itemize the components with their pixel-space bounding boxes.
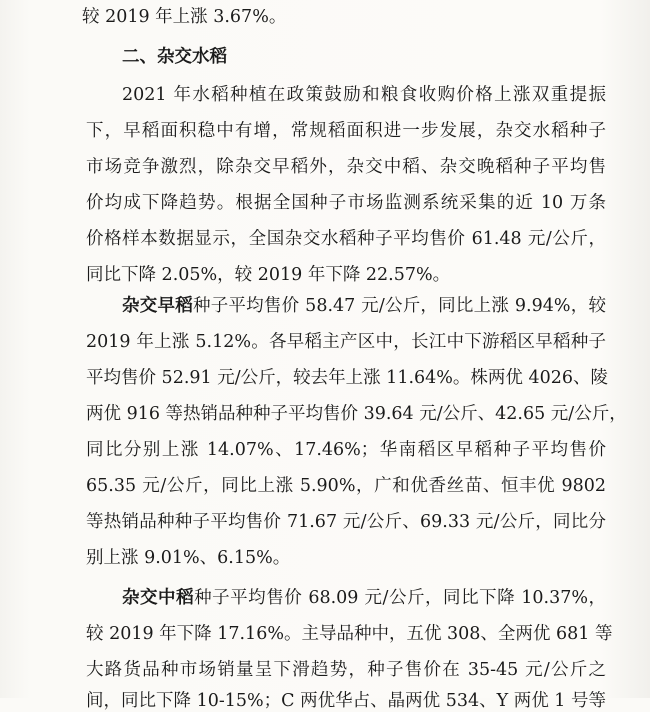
- text-line: 下，早稻面积稳中有增，常规稻面积进一步发展，杂交水稻种子: [86, 121, 606, 141]
- text-line: 较 2019 年下降 17.16%。主导品种中，五优 308、全两优 681 等: [86, 624, 613, 644]
- text-line: 较 2019 年上涨 3.67%。: [82, 7, 287, 27]
- text-line: 市场竞争激烈，除杂交早稻外，杂交中稻、杂交晚稻种子平均售: [86, 157, 606, 177]
- text-line: 2019 年上涨 5.12%。各早稻主产区中，长江中下游稻区早稻种子: [86, 332, 606, 352]
- term-mid-rice: 杂交中稻: [122, 588, 195, 608]
- text-line: [122, 587, 606, 609]
- text-line: 2021 年水稻种植在政策鼓励和粮食收购价格上涨双重提振: [122, 85, 606, 105]
- text-segment: 种子平均售价 68.09 元/公斤，同比下降 10.37%，: [194, 588, 606, 608]
- text-segment: 种子平均售价 58.47 元/公斤，同比上涨 9.94%，较: [192, 296, 606, 316]
- text-line: 两优 916 等热销品种种子平均售价 39.64 元/公斤、42.65 元/公斤，: [86, 404, 627, 424]
- text-line: 别上涨 9.01%、6.15%。: [86, 548, 291, 568]
- text-line: 价均成下降趋势。根据全国种子市场监测系统采集的近 10 万条: [86, 193, 606, 213]
- term-early-rice: 杂交早稻: [122, 296, 193, 316]
- text-line: 间，同比下降 10-15%；C 两优华占、晶两优 534、Y 两优 1 号等: [86, 691, 606, 711]
- text-line: 价格样本数据显示，全国杂交水稻种子平均售价 61.48 元/公斤，: [86, 229, 606, 249]
- text-line: 65.35 元/公斤，同比上涨 5.90%，广和优香丝苗、恒丰优 9802: [86, 476, 606, 496]
- text-line: 同比分别上涨 14.07%、17.46%；华南稻区早稻种子平均售价: [86, 440, 606, 460]
- text-line: [122, 295, 606, 317]
- section-heading: 二、杂交水稻: [122, 47, 227, 67]
- text-line: 等热销品种种子平均售价 71.67 元/公斤、69.33 元/公斤，同比分: [86, 512, 606, 532]
- text-line: 平均售价 52.91 元/公斤，较去年上涨 11.64%。株两优 4026、陵: [86, 368, 609, 388]
- text-line: 同比下降 2.05%，较 2019 年下降 22.57%。: [86, 265, 451, 285]
- text-line: 大路货品种市场销量呈下滑趋势，种子售价在 35-45 元/公斤之: [86, 660, 606, 680]
